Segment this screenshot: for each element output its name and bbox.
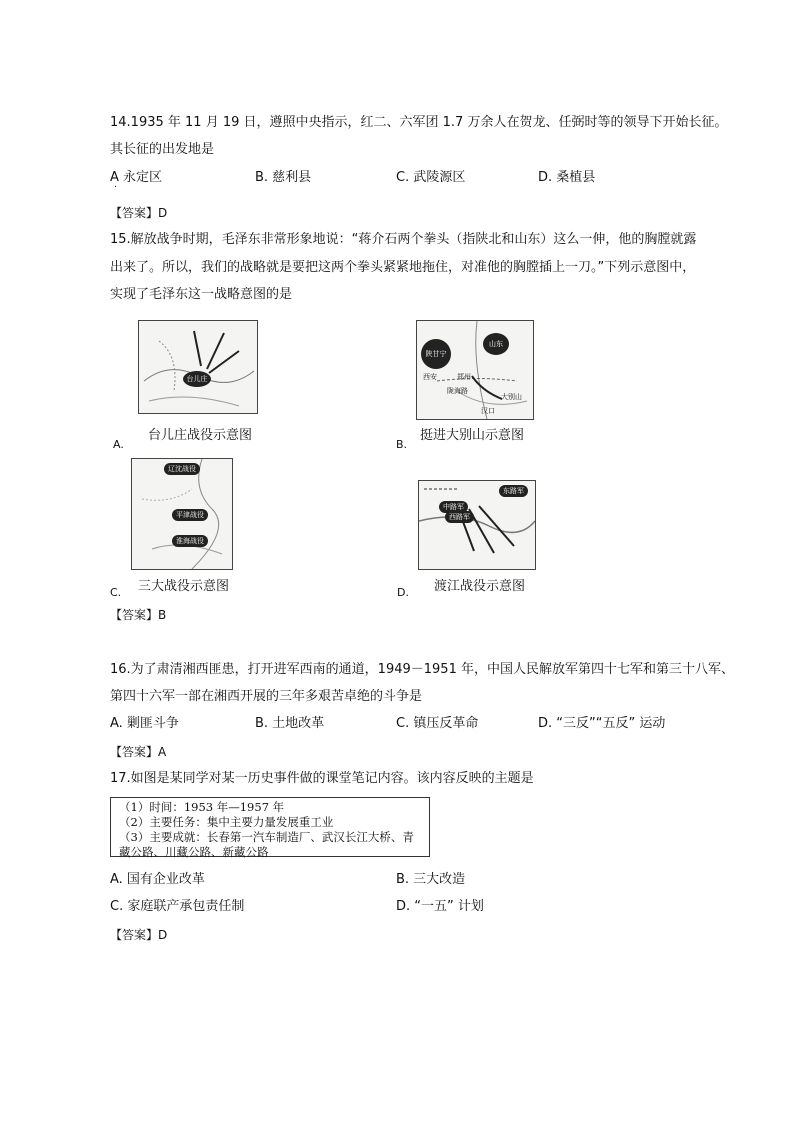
map-taierzhuang <box>138 320 258 414</box>
map-label-longhailu: 陇海路 <box>447 387 468 395</box>
q17-option-a: A. 国有企业改革 <box>110 872 205 887</box>
q15-answer: 【答案】B <box>110 608 167 622</box>
q17-stem: 17.如图是某同学对某一历史事件做的课堂笔记内容。该内容反映的主题是 <box>110 771 534 786</box>
q16-option-a: A. 剿匪斗争 <box>110 716 179 731</box>
map-label-taierzhuang: 台儿庄 <box>183 371 211 387</box>
q15-stem-line3: 实现了毛泽东这一战略意图的是 <box>110 287 293 302</box>
map-a-lines <box>139 321 257 413</box>
map-dujiang <box>418 480 536 570</box>
q17-option-c: C. 家庭联产承包责任制 <box>110 899 245 914</box>
q15-option-a-letter: A. <box>113 438 124 451</box>
map-dabieshan <box>416 320 534 420</box>
q14-option-a: A 永定区 <box>110 170 163 185</box>
map-label-xian: 西安 <box>423 373 437 381</box>
map-b-lines <box>417 321 533 419</box>
q15-option-a-caption: 台儿庄战役示意图 <box>148 428 253 443</box>
q15-option-c-caption: 三大战役示意图 <box>138 579 230 594</box>
dot-mark: · <box>114 182 118 193</box>
q14-option-d: D. 桑植县 <box>538 170 596 185</box>
map-label-hankou: 汉口 <box>481 407 495 415</box>
q15-stem-line1: 15.解放战争时期，毛泽东非常形象地说：“蒋介石两个拳头（指陕北和山东）这么一伸，他的胸膛就露 <box>110 232 697 247</box>
q15-option-d-letter: D. <box>397 586 409 599</box>
q15-option-d-caption: 渡江战役示意图 <box>434 579 526 594</box>
q14-stem-line2: 其长征的出发地是 <box>110 142 215 157</box>
q16-option-b: B. 土地改革 <box>255 716 325 731</box>
q15-option-c-letter: C. <box>110 586 122 599</box>
map-label-zhengzhou: 郑州 <box>457 373 471 381</box>
map-label-shandong: 山东 <box>483 333 509 355</box>
q16-option-d: D. “三反”“五反” 运动 <box>538 716 666 731</box>
note-line-3: （3）主要成就：长春第一汽车制造厂、武汉长江大桥、青 <box>119 830 414 844</box>
q14-option-c: C. 武陵源区 <box>396 170 466 185</box>
q16-stem-line2: 第四十六军一部在湘西开展的三年多艰苦卓绝的斗争是 <box>110 689 423 704</box>
map-label-huaihai: 淮海战役 <box>172 535 208 547</box>
note-line-4: 藏公路、川藏公路、新藏公路 <box>119 845 269 859</box>
map-label-westroute: 西路军 <box>445 511 474 523</box>
map-label-eastroute: 东路军 <box>499 485 528 497</box>
map-label-dabieshan: 大别山 <box>501 393 522 401</box>
map-label-shaanganning: 陕甘宁 <box>421 339 451 369</box>
map-label-pingjin: 平津战役 <box>172 509 208 521</box>
q16-option-c: C. 镇压反革命 <box>396 716 479 731</box>
q15-option-b-caption: 挺进大别山示意图 <box>420 428 525 443</box>
note-line-2: （2）主要任务：集中主要力量发展重工业 <box>119 815 334 829</box>
q17-option-d: D. “一五” 计划 <box>396 899 484 914</box>
q16-stem-line1: 16.为了肃清湘西匪患，打开进军西南的通道，1949－1951 年，中国人民解放军第四十七军和第三十八军、 <box>110 662 734 677</box>
q17-answer: 【答案】D <box>110 928 168 942</box>
q15-stem-line2: 出来了。所以，我们的战略就是要把这两个拳头紧紧地拖住，对准他的胸膛插上一刀。”下列示意图中， <box>110 260 696 275</box>
q14-option-b: B. 慈利县 <box>255 170 312 185</box>
q15-option-b-letter: B. <box>396 438 408 451</box>
map-three-campaigns <box>131 458 233 570</box>
q17-option-b: B. 三大改造 <box>396 872 466 887</box>
note-line-1: （1）时间：1953 年—1957 年 <box>119 800 285 814</box>
q16-answer: 【答案】A <box>110 745 167 759</box>
map-label-middleroute: 中路军 <box>439 501 468 513</box>
map-label-liaoshen: 辽沈战役 <box>164 463 200 475</box>
q14-stem-line1: 14.1935 年 11 月 19 日，遵照中央指示，红二、六军团 1.7 万余人在贺龙、任弼时等的领导下开始长征。 <box>110 115 728 130</box>
q14-answer: 【答案】D <box>110 206 168 220</box>
class-note-box <box>110 797 430 857</box>
